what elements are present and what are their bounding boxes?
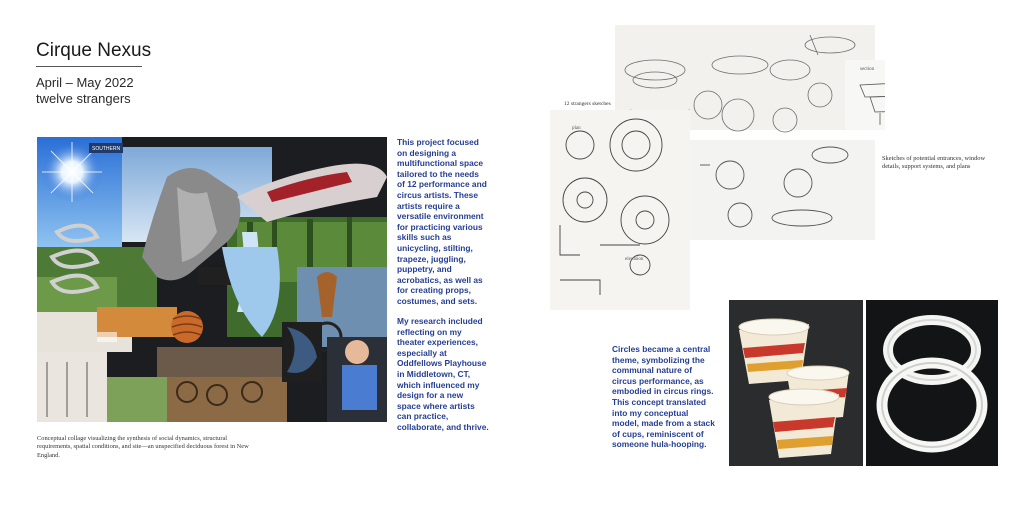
sketch-label-plan: plan [572,126,581,131]
title-divider [36,66,142,67]
sketch-label-strangers: 12 strangers sketches [564,101,611,107]
cup-stack-photo [729,300,863,466]
cups-model [729,300,863,466]
project-dates: April – May 2022 [36,75,134,90]
sketches-drawing [540,25,885,310]
sign-text: SOUTHERN [92,146,121,152]
project-team: twelve strangers [36,91,131,106]
conceptual-collage [37,137,387,422]
project-description: This project focused on designing a multifunctional space tailored to the needs of 12 performance and circus artists. These artists require a versatile environment for practicing various skills such as unicycling, stilting, trapeze, juggling, puppetry, and acrobatics, as well as for creating props, costumes, and sets. [397,137,487,306]
research-description: My research included reflecting on my theater experiences, especially at Oddfellows Playhouse in Middletown, CT, which influenced my design for a new space where artists can practice, collaborate, and thrive. [397,316,489,432]
rings-model [866,300,998,466]
sketch-sheets [540,25,885,310]
ring-model-photo [866,300,998,466]
collage-art [37,137,387,422]
project-meta [36,75,134,107]
page-title: Cirque Nexus [36,40,152,61]
sketch-label-section: section [860,67,875,72]
circles-description: Circles became a central theme, symbolizing the communal nature of circus performance, as embodied in circus rings. This concept translated into my conceptual model, made from a stack of cups, reminiscent of someone hula-hooping. [612,344,715,450]
collage-caption: Conceptual collage visualizing the synthesis of social dynamics, structural requirements, spatial conditions, and site—an unspecified deciduous forest in New England. [37,435,249,459]
sketch-label-elevation: elevation [625,257,644,262]
sketch-caption: Sketches of potential entrances, window details, support systems, and plans [882,155,986,171]
